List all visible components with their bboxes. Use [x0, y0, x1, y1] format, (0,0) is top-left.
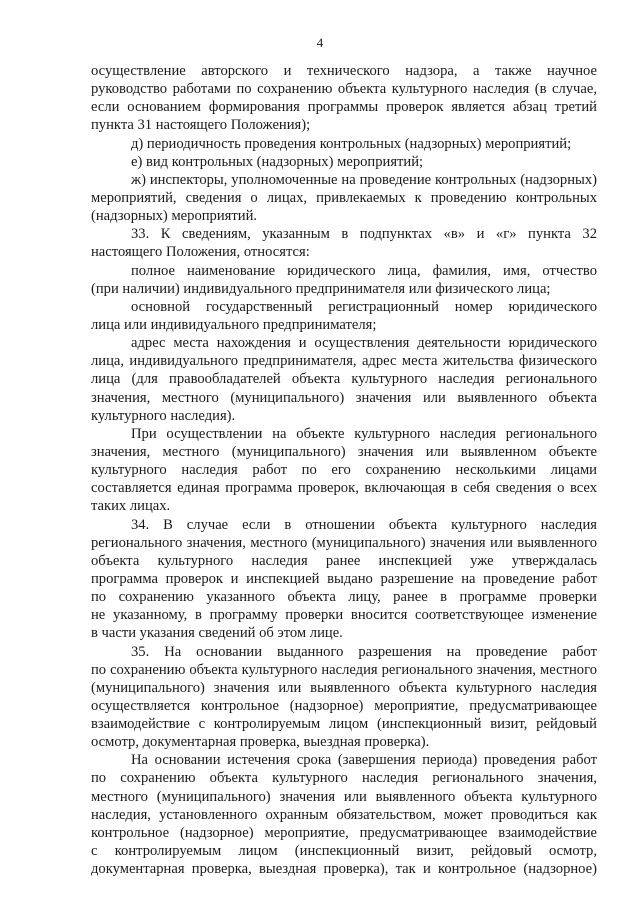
- text-line: значения, местного (муниципального) значения или выявленном объекте: [91, 443, 597, 460]
- text-line: 35. На основании выданного разрешения на проведение работ: [131, 643, 597, 660]
- text-line: лица (для правообладателей объекта культурного наследия регионального: [91, 371, 597, 388]
- text-line: значения, местного (муниципального) значения или выявленного объекта: [91, 389, 597, 406]
- text-line: При осуществлении на объекте культурного наследия регионального: [131, 425, 597, 442]
- text-line: настоящего Положения, относятся:: [91, 244, 310, 261]
- text-line: культурного наследия).: [91, 407, 236, 424]
- text-line: адрес места нахождения и осуществления деятельности юридического: [131, 335, 597, 352]
- document-body: [91, 62, 597, 878]
- text-line: руководство работами по сохранению объекта культурного наследия (в случае,: [91, 81, 597, 98]
- text-line: регионального значения, местного (муниципального) значения или выявленного: [91, 534, 597, 551]
- text-line: (при наличии) индивидуального предпринимателя или физического лица;: [91, 280, 551, 297]
- text-line: 34. В случае если в отношении объекта культурного наследия: [131, 516, 597, 533]
- text-line: На основании истечения срока (завершения периода) проведения работ: [131, 752, 597, 769]
- page-number: 4: [316, 35, 324, 50]
- text-line: не указанному, в программу проверки вносится соответствующее изменение: [91, 607, 597, 624]
- text-line: полное наименование юридического лица, фамилия, имя, отчество: [131, 262, 597, 279]
- text-line: документарная проверка, выездная проверка), так и контрольное (надзорное): [91, 861, 597, 878]
- text-line: осуществляется контрольное (надзорное) мероприятие, предусматривающее: [91, 697, 597, 714]
- text-line: пункта 31 настоящего Положения);: [91, 117, 311, 134]
- text-line: контрольное (надзорное) мероприятие, предусматривающее взаимодействие: [91, 824, 597, 841]
- text-line: лица, индивидуального предпринимателя, адрес места жительства физического: [91, 353, 597, 370]
- text-line: (муниципального) значения или выявленного объекта культурного наследия: [91, 679, 597, 696]
- text-line: если основанием формирования программы проверок является абзац третий: [91, 99, 597, 116]
- text-line: таких лицах.: [91, 498, 171, 515]
- text-line: по сохранению объекта культурного наследия регионального значения, местного: [91, 661, 597, 678]
- text-line: д) периодичность проведения контрольных (надзорных) мероприятий;: [131, 135, 572, 152]
- text-line: (надзорных) мероприятий.: [91, 208, 258, 225]
- text-line: культурного наследия работ по его сохранению несколькими лицами: [91, 462, 597, 479]
- text-line: основной государственный регистрационный номер юридического: [131, 298, 597, 315]
- text-line: осуществление авторского и технического надзора, а также научное: [91, 63, 597, 79]
- text-line: программа проверок и инспекцией выдано разрешение на проведение работ: [91, 570, 597, 587]
- text-line: с контролируемым лицом (инспекционный визит, рейдовый осмотр,: [91, 843, 597, 860]
- text-line: взаимодействие с контролируемым лицом (инспекционный визит, рейдовый: [91, 716, 597, 733]
- text-line: лица или индивидуального предпринимателя;: [91, 316, 377, 333]
- text-line: е) вид контрольных (надзорных) мероприятий;: [131, 153, 424, 170]
- text-line: в части указания сведений об этом лице.: [91, 625, 343, 642]
- text-line: по сохранению указанного объекта лицу, ранее в программе проверки: [91, 589, 597, 606]
- text-line: мероприятий, сведения о лицах, привлекаемых к проведению контрольных: [91, 189, 597, 206]
- text-line: осмотр, документарная проверка, выездная проверка).: [91, 734, 430, 751]
- text-line: ж) инспекторы, уполномоченные на проведение контрольных (надзорных): [131, 171, 597, 188]
- text-line: по сохранению объекта культурного наследия регионального значения,: [91, 770, 597, 787]
- text-line: объекта культурного наследия ранее инспекцией уже утверждалась: [91, 552, 597, 569]
- text-line: 33. К сведениям, указанным в подпунктах «в» и «г» пункта 32: [131, 226, 597, 243]
- text-line: местного (муниципального) значения или выявленного объекта культурного: [91, 788, 597, 805]
- text-line: составляется единая программа проверок, включающая в себя сведения о всех: [91, 480, 597, 497]
- text-line: наследия, установленного охранным обязательством, может проводиться как: [91, 806, 597, 823]
